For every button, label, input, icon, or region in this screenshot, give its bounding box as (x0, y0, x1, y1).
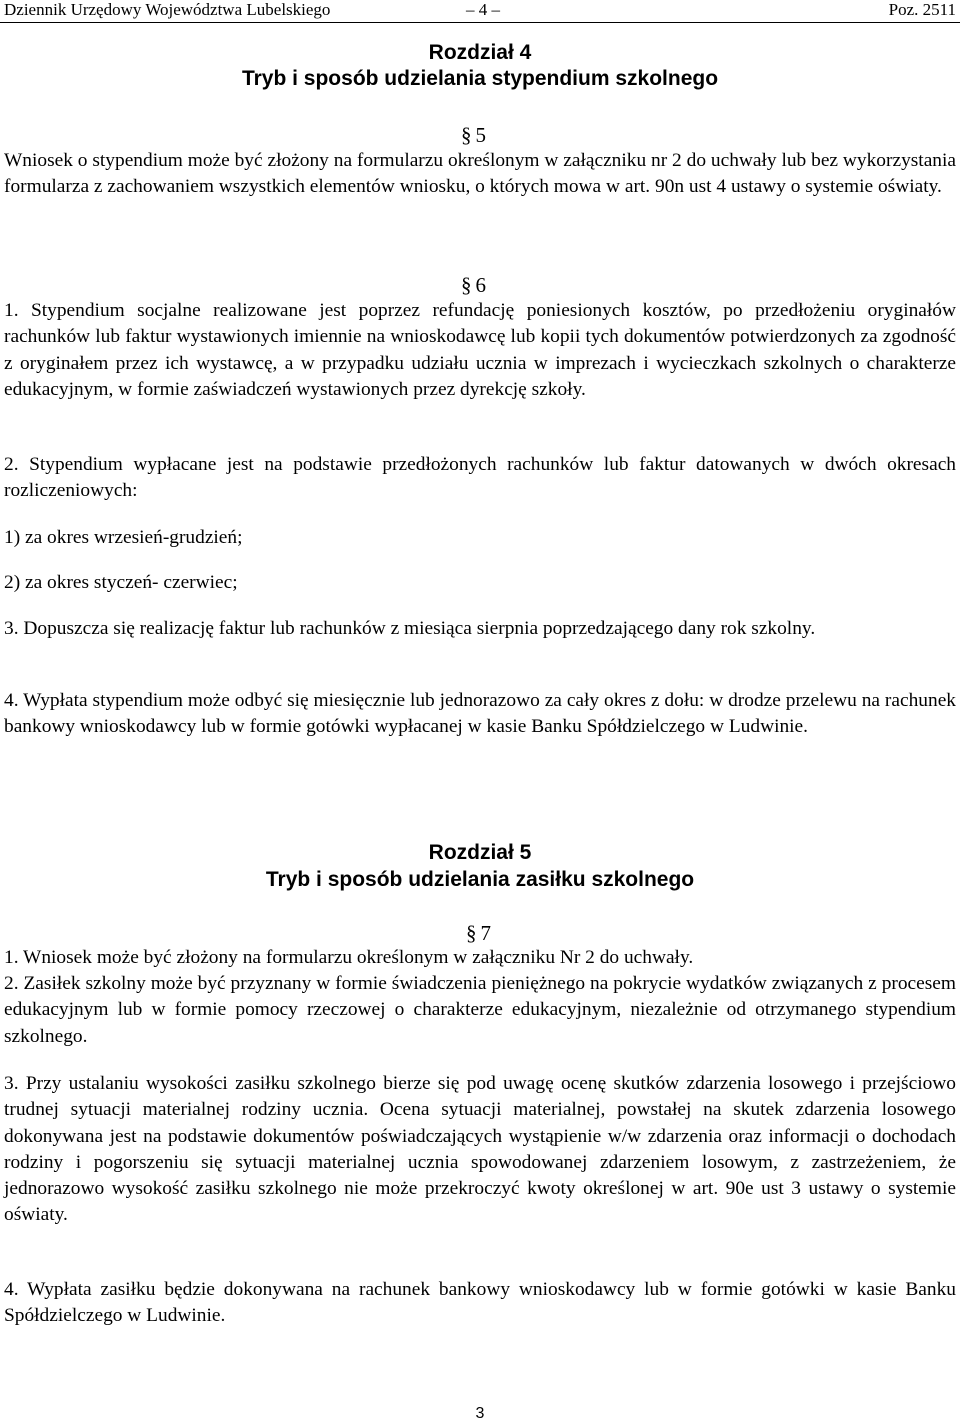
section-7-heading: § 7 (466, 920, 606, 946)
section-6-item-2: 2) za okres styczeń- czerwiec; (4, 572, 238, 593)
chapter-5-label: Rozdział 5 (428, 841, 532, 864)
section-6-paragraph-3: 3. Dopuszcza się realizację faktur lub rachunków z miesiąca sierpnia poprzedzającego dany rok szkolny. (4, 618, 816, 639)
section-6-paragraph-4: 4. Wypłata stypendium może odbyć się miesięcznie lub jednorazowo za cały okres z dołu: w drodze przelewu na rachunek bankowy wnioskodawcy lub w formie gotówki wypłacanej w kasie Banku Spółdzielczego w Ludwinie. (4, 690, 956, 738)
section-6-paragraph-2: 2. Stypendium wypłacane jest na podstawie przedłożonych rachunków lub faktur datowanych w dwóch okresach rozliczeniowych: (4, 454, 956, 502)
header-divider (0, 22, 960, 23)
journal-name: Dziennik Urzędowy Województwa Lubelskiego (4, 0, 331, 19)
chapter-4-label: Rozdział 4 (428, 41, 532, 64)
section-5-text: Wniosek o stypendium może być złożony na formularzu określonym w załączniku nr 2 do uchwały lub bez wykorzystania formularza z zachowaniem wszystkich elementów wniosku, o których mowa w art. 90n ust 4 ustawy o systemie oświaty. (4, 150, 956, 198)
section-6-heading: § 6 (461, 272, 601, 298)
section-7-paragraph-4: 4. Wypłata zasiłku będzie dokonywana na rachunek bankowy wnioskodawcy lub w formie gotówki w kasie Banku Spółdzielczego w Ludwinie. (4, 1279, 956, 1327)
section-5-heading: § 5 (461, 122, 601, 148)
chapter-5-title: Tryb i sposób udzielania zasiłku szkolnego (265, 868, 695, 891)
page-header (0, 0, 960, 22)
page-number: 3 (475, 1405, 485, 1422)
section-7-paragraph-3: 3. Przy ustalaniu wysokości zasiłku szkolnego bierze się pod uwagę ocenę skutków zdarzenia losowego i przejściowo trudnej sytuacji materialnej rodziny ucznia. Ocena sytuacji materialnej, powstałej na skutek zdarzenia losowego dokonywana jest na podstawie dokumentów poświadczających wystąpienie w/w zdarzenia oraz informacji o dochodach rodziny i pogorszeniu się sytuacji materialnej ucznia spowodowanej zdarzeniem losowym, z zastrzeżeniem, że jednorazowo wysokość zasiłku szkolnego nie może przekroczyć kwoty określonej w art. 90e ust 3 ustawy o systemie oświaty. (4, 1073, 956, 1226)
position-number: Poz. 2511 (888, 0, 956, 19)
section-7-paragraph-2: 2. Zasiłek szkolny może być przyznany w formie świadczenia pieniężnego na pokrycie wydatków związanych z procesem edukacyjnym lub w formie pomocy rzeczowej o charakterze edukacyjnym, niezależnie od otrzymanego stypendium szkolnego. (4, 973, 956, 1047)
section-6-item-1: 1) za okres wrzesień-grudzień; (4, 527, 243, 548)
section-7-paragraph-1: 1. Wniosek może być złożony na formularzu określonym w załączniku Nr 2 do uchwały. (4, 947, 694, 968)
page-marker: – 4 – (466, 0, 500, 19)
section-6-paragraph-1: 1. Stypendium socjalne realizowane jest poprzez refundację poniesionych kosztów, po przedłożeniu oryginałów rachunków lub faktur wystawionych imiennie na wnioskodawcę lub kopii tych dokumentów potwierdzonych za zgodność z oryginałem przez ich wystawcę, a w przypadku udziału ucznia w imprezach i wycieczkach szkolnych o charakterze edukacyjnym, w formie zaświadczeń wystawionych przez dyrekcję szkoły. (4, 300, 956, 400)
chapter-4-title: Tryb i sposób udzielania stypendium szkolnego (241, 67, 719, 90)
